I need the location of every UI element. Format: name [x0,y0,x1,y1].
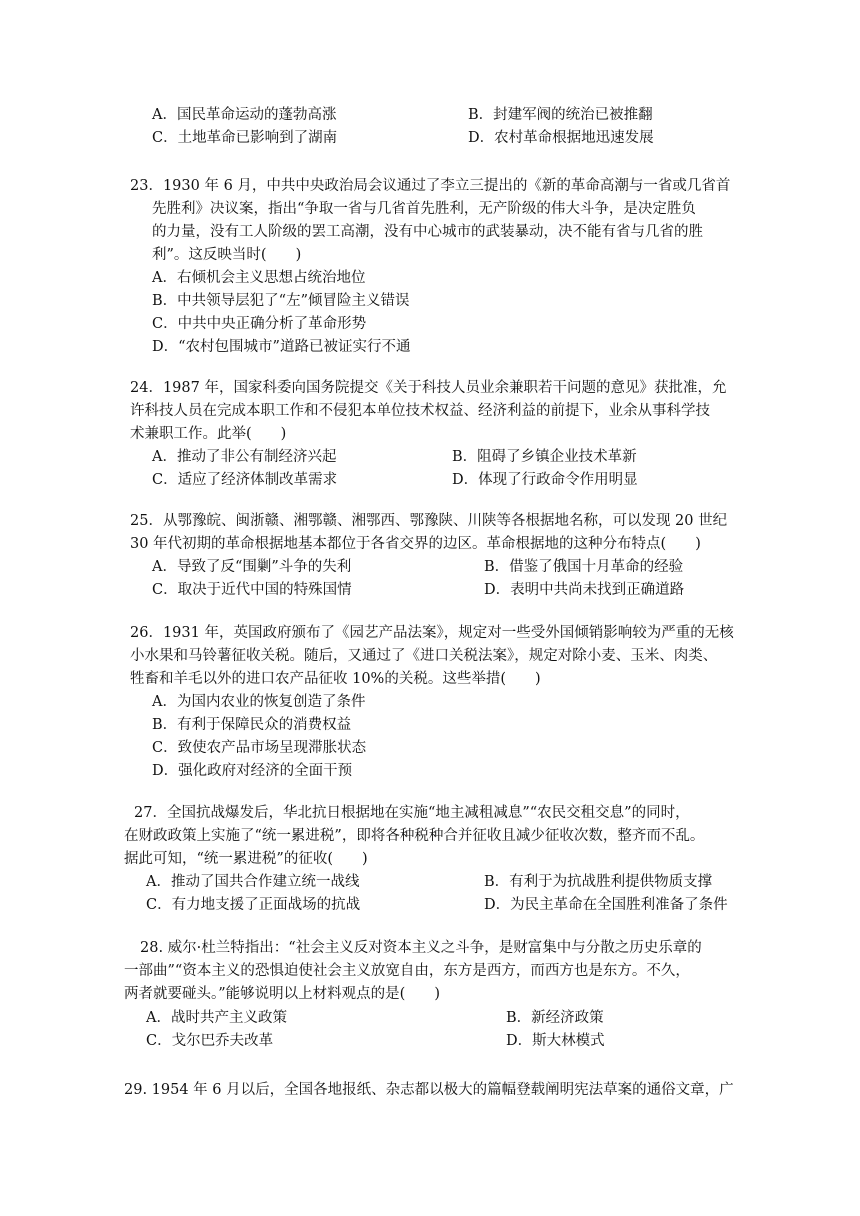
q26-option-c: C．致使农产品市场呈现滞胀状态 [152,740,367,756]
q28-option-a: A．战时共产主义政策 [146,1010,287,1026]
q22-option-a: A．国民革命运动的蓬勃高涨 [152,107,337,123]
q23-option-d: D．“农村包围城市”道路已被证实行不通 [152,339,411,355]
q24-option-a: A．推动了非公有制经济兴起 [152,449,337,465]
q23-stem-line: 23．1930 年 6 月，中共中央政治局会议通过了李立三提出的《新的革命高潮与一省或几省首 [130,178,731,194]
q26-option-b: B．有利于保障民众的消费权益 [152,717,352,733]
q26-option-d: D．强化政府对经济的全面干预 [152,763,353,779]
q24-stem-line: 术兼职工作。此举( ) [130,426,287,442]
q29-stem-line: 29. 1954 年 6 月以后，全国各地报纸、杂志都以极大的篇幅登载阐明宪法草案的通俗文章，广 [124,1082,734,1098]
q27-option-a: A．推动了国共合作建立统一战线 [146,874,360,890]
q27-stem-line: 据此可知，“统一累进税”的征收( ) [124,851,368,867]
q28-option-d: D．斯大林模式 [506,1033,605,1049]
q25-stem-line: 30 年代初期的革命根据地基本都位于各省交界的边区。革命根据地的这种分布特点( ) [130,536,701,552]
q25-stem-line: 25．从鄂豫皖、闽浙赣、湘鄂赣、湘鄂西、鄂豫陕、川陕等各根据地名称，可以发现 20 世纪 [130,513,728,529]
q27-stem-line: 27．全国抗战爆发后，华北抗日根据地在实施“地主减租减息”“农民交租交息”的同时， [134,805,690,821]
q25-option-d: D．表明中共尚未找到正确道路 [484,582,685,598]
q28-stem-line: 28. 威尔·杜兰特指出：“社会主义反对资本主义之斗争，是财富集中与分散之历史乐章的 [140,940,702,956]
q24-stem-line: 24．1987 年，国家科委向国务院提交《关于科技人员业余兼职若干问题的意见》获批准，允 [130,380,727,396]
q25-option-a: A．导致了反“围剿”斗争的失利 [152,559,352,575]
q24-option-b: B．阻碍了乡镇企业技术革新 [452,449,637,465]
q27-option-d: D．为民主革命在全国胜利准备了条件 [484,897,728,913]
q24-option-c: C．适应了经济体制改革需求 [152,472,338,488]
q27-stem-line: 在财政政策上实施了“统一累进税”，即将各种税种合并征收且减少征收次数，整齐而不乱。 [124,828,705,844]
q26-stem-line: 26．1931 年，英国政府颁布了《园艺产品法案》，规定对一些受外国倾销影响较为严重的无核 [130,625,734,641]
q22-option-c: C．土地革命已影响到了湖南 [152,130,338,146]
q27-option-c: C．有力地支援了正面战场的抗战 [146,897,361,913]
q27-option-b: B．有利于为抗战胜利提供物质支撑 [484,874,713,890]
q28-stem-line: 一部曲”“资本主义的恐惧迫使社会主义放宽自由，东方是西方，而西方也是东方。不久， [124,963,690,979]
q23-stem-line: 的力量，没有工人阶级的罢工高潮，没有中心城市的武装暴动，决不能有省与几省的胜 [152,224,703,240]
q28-option-c: C．戈尔巴乔夫改革 [146,1033,274,1049]
q23-stem-line: 利”。这反映当时( ) [152,247,302,263]
q23-option-c: C．中共中央正确分析了革命形势 [152,316,367,332]
q23-option-b: B．中共领导层犯了“左”倾冒险主义错误 [152,293,410,309]
q22-option-d: D．农村革命根据地迅速发展 [468,130,654,146]
q28-stem-line: 两者就要碰头。”能够说明以上材料观点的是( ) [124,986,440,1002]
q26-option-a: A．为国内农业的恢复创造了条件 [152,694,366,710]
q26-stem-line: 小水果和马铃薯征收关税。随后，又通过了《进口关税法案》，规定对除小麦、玉米、肉类、 [130,648,718,664]
q24-stem-line: 许科技人员在完成本职工作和不侵犯本单位技术权益、经济利益的前提下，业余从事科学技 [130,403,710,419]
q22-option-b: B．封建军阀的统治已被推翻 [468,107,653,123]
q23-stem-line: 先胜利》决议案，指出“争取一省与几省首先胜利，无产阶级的伟大斗争，是决定胜负 [152,201,696,217]
q25-option-c: C．取决于近代中国的特殊国情 [152,582,352,598]
q25-option-b: B．借鉴了俄国十月革命的经验 [484,559,684,575]
q24-option-d: D．体现了行政命令作用明显 [452,472,638,488]
q23-option-a: A．右倾机会主义思想占统治地位 [152,270,366,286]
q28-option-b: B．新经济政策 [506,1010,604,1026]
q26-stem-line: 牲畜和羊毛以外的进口农产品征收 10%的关税。这些举措( ) [130,671,541,687]
